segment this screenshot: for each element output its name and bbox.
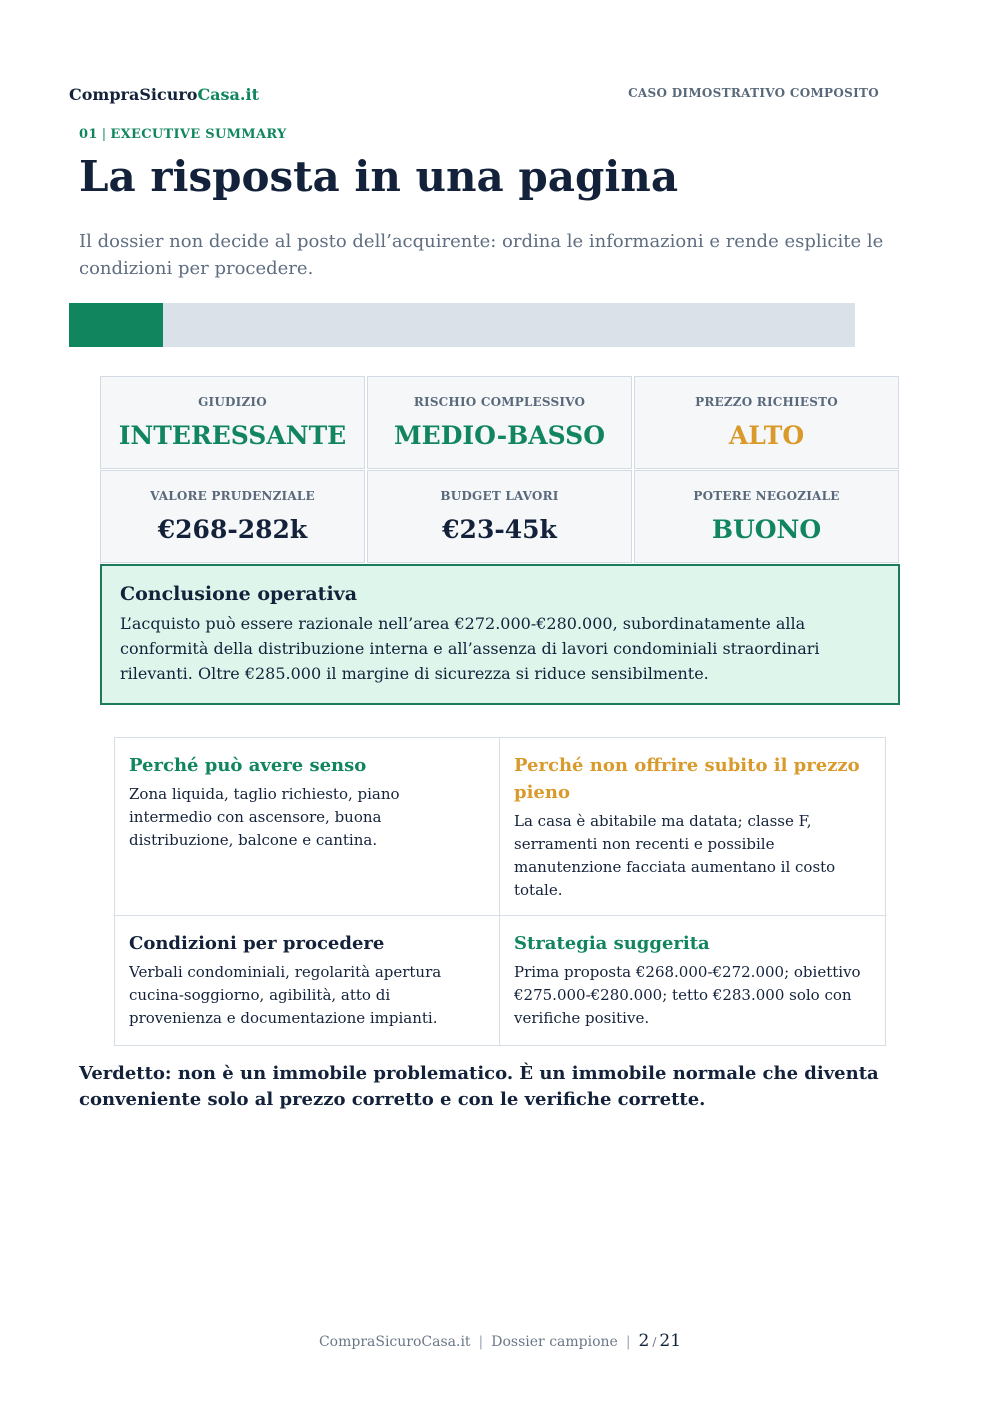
metric-rischio-complessivo (367, 376, 632, 469)
metric-value: MEDIO-BASSO (393, 421, 606, 450)
metric-label: PREZZO RICHIESTO (695, 395, 838, 409)
metric-value: ALTO (728, 421, 805, 450)
card-text: Verbali condominiali, regolarità apertura cucina-soggiorno, agibilità, atto di provenienza e documentazione impianti. (129, 963, 442, 1027)
metric-potere-negoziale (634, 470, 899, 563)
metric-value: €268-282k (157, 515, 308, 544)
page-subtitle: Il dossier non decide al posto dell’acquirente: ordina le informazioni e rende esplicite le condizioni per procedere. (79, 231, 884, 279)
card-heading: Condizioni per procedere (129, 933, 385, 954)
conclusion-text: L’acquisto può essere razionale nell’area €272.000-€280.000, subordinatamente alla conformità della distribuzione interna e all’assenza di lavori condominiali straordinari rilevanti. Oltre €285.000 il margine di sicurezza si riduce sensibilmente. (120, 614, 820, 683)
metric-prezzo-richiesto (634, 376, 899, 469)
page-footer (0, 1331, 1000, 1351)
footer-site: CompraSicuroCasa.it (318, 1334, 471, 1350)
card-text: La casa è abitabile ma datata; classe F, serramenti non recenti e possibile manutenzione facciata aumentano il costo totale. (514, 812, 836, 899)
metrics-grid (100, 376, 900, 564)
conclusion-box (100, 564, 900, 705)
page-total: 21 (659, 1331, 682, 1351)
section-name: EXECUTIVE SUMMARY (110, 127, 287, 142)
footer-separator: | (478, 1334, 484, 1350)
section-number: 01 (79, 127, 98, 142)
card-text: Zona liquida, taglio richiesto, piano intermedio con ascensore, buona distribuzione, balcone e cantina. (129, 785, 400, 849)
card-text: Prima proposta €268.000-€272.000; obiettivo €275.000-€280.000; tetto €283.000 solo con verifiche positive. (514, 963, 861, 1027)
card-heading: Perché non offrire subito il prezzo pieno (514, 755, 860, 803)
verdict: Verdetto: non è un immobile problematico. È un immobile normale che diventa conveniente solo al prezzo corretto e con le verifiche corrette. (79, 1063, 879, 1110)
metric-value: BUONO (711, 515, 822, 544)
metric-label: VALORE PRUDENZIALE (150, 489, 315, 503)
card-heading: Strategia suggerita (514, 933, 710, 954)
metric-value: €23-45k (442, 515, 557, 544)
metric-label: POTERE NEGOZIALE (693, 489, 840, 503)
card-condizioni (114, 915, 501, 1046)
conclusion-heading: Conclusione operativa (120, 583, 358, 605)
brand-domain: Casa.it (197, 85, 259, 104)
page-number: 2 (638, 1331, 650, 1351)
card-prezzo-pieno (499, 737, 886, 917)
card-perche-senso (114, 737, 501, 917)
metric-label: BUDGET LAVORI (440, 489, 559, 503)
brand-logo (69, 85, 259, 104)
metric-giudizio (100, 376, 365, 469)
progress-bar-fill (69, 303, 163, 347)
footer-doc: Dossier campione (491, 1334, 618, 1350)
progress-bar (69, 303, 855, 347)
page-title: La risposta in una pagina (79, 152, 679, 201)
card-strategia (499, 915, 886, 1046)
section-tag (79, 127, 287, 142)
metric-label: GIUDIZIO (198, 395, 267, 409)
footer-separator: | (625, 1334, 631, 1350)
metric-label: RISCHIO COMPLESSIVO (413, 395, 586, 409)
metric-value: INTERESSANTE (118, 421, 347, 450)
case-label: CASO DIMOSTRATIVO COMPOSITO (628, 86, 879, 100)
analysis-grid (114, 737, 886, 1046)
section-separator: | (101, 127, 107, 142)
metric-budget-lavori (367, 470, 632, 563)
metric-valore-prudenziale (100, 470, 365, 563)
page-number-separator: / (652, 1335, 657, 1349)
card-heading: Perché può avere senso (129, 755, 367, 776)
brand-name: CompraSicuro (69, 85, 198, 104)
